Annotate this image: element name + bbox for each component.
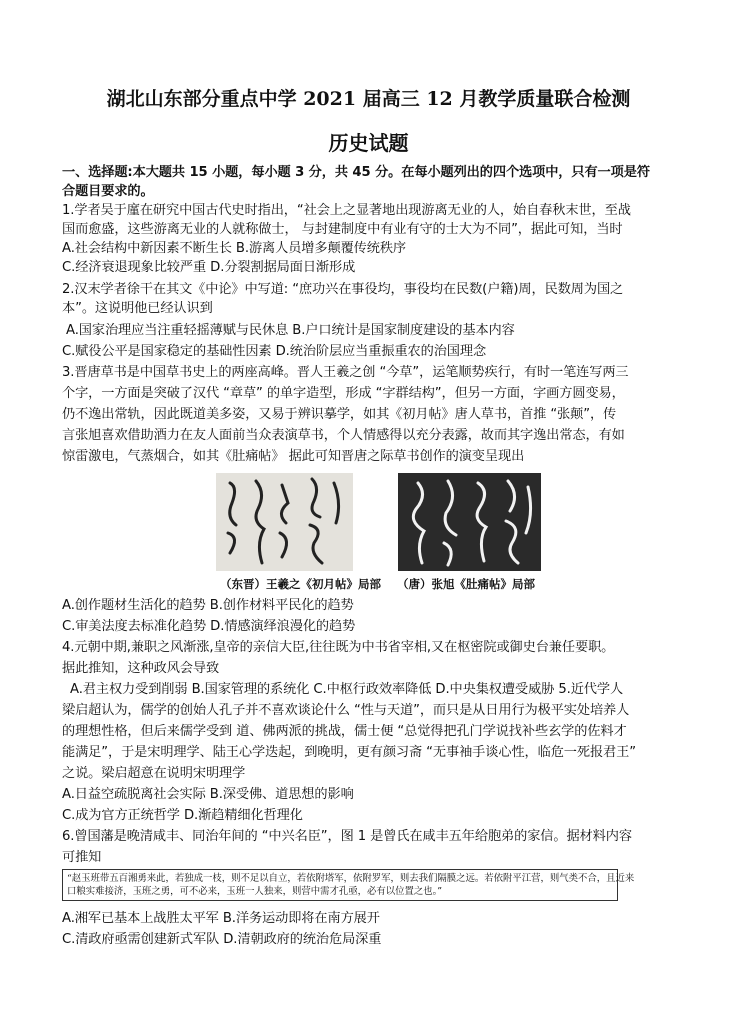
calligraphy-image-dutong — [398, 473, 541, 571]
q3-stem-cont: 仍不逸出常轨，因此既道美多姿，又易于辨识摹学，如其《初月帖》唐人草书，首推 “张颠”，传 — [62, 407, 617, 422]
q2-stem: 2.汉末学者徐干在其文《中论》中写道: “庶功兴在事役均，事役均在民数(户籍)周，民数周为国之 — [62, 282, 624, 297]
q3-stem-cont: 言张旭喜欢借助酒力在友人面前当众表演草书，个人情感得以充分表露，故而其字逸出常态，有如 — [62, 428, 625, 443]
section-heading-cont: 合题目要求的。 — [62, 184, 154, 199]
q5-stem-cont: 之说。梁启超意在说明宋明理学 — [62, 766, 246, 781]
q4-options: A.君主权力受到削弱 B.国家管理的系统化 C.中枢行政效率降低 D.中央集权遭受威胁 5.近代学人 — [70, 682, 624, 697]
exam-title: 湖北山东部分重点中学 2021 届高三 12 月教学质量联合检测 — [106, 88, 631, 110]
q6-material-line: 口粮实难接济，玉班之勇，可不必来，玉班一人独来，则营中需才孔亟，必有以位置之也。” — [67, 886, 443, 897]
q5-stem: 梁启超认为，儒学的创始人孔子并不喜欢谈论什么 “性与天道”，而只是从日用行为极平实处培养人 — [62, 703, 630, 718]
q3-options-ab: A.创作题材生活化的趋势 B.创作材料平民化的趋势 — [62, 598, 354, 613]
exam-subtitle: 历史试题 — [328, 131, 409, 155]
q2-stem-cont: 本”。这说明他已经认识到 — [62, 301, 213, 316]
q3-options-cd: C.审美法度去标准化趋势 D.情感演绎浪漫化的趋势 — [62, 619, 356, 634]
q5-options-cd: C.成为官方正统哲学 D.渐趋精细化哲理化 — [62, 808, 303, 823]
q5-options-ab: A.日益空疏脱离社会实际 B.深受佛、道思想的影响 — [62, 787, 354, 802]
q3-stem: 3.晋唐草书是中国草书史上的两座高峰。晋人王羲之创 “今草”，运笔顺势疾行，有时一笔连写两三 — [62, 365, 629, 380]
q6-material-line: “赵玉班带五百湘勇来此，若独成一枝，则不足以自立，若依附塔军，依附罗军，则去我们隔膜之远。若依附平江营，则气类不合，且近来 — [67, 873, 635, 884]
q6-material-box — [62, 869, 635, 901]
q1-stem-cont: 国而愈盛，这些游离无业的人就称做士， 与封建制度中有业有守的士大为不同”，据此可知，当时 — [62, 222, 623, 237]
q3-stem-cont: 惊雷激电，气蒸烟合，如其《肚痛帖》 据此可知晋唐之际草书创作的演变呈现出 — [62, 449, 525, 464]
q6-stem: 6.曾国藩是晚清咸丰、同治年间的 “中兴名臣”，图 1 是曾氏在咸丰五年给胞弟的家信。据材料内容 — [62, 829, 632, 844]
q1-options-ab: A.社会结构中新因素不断生长 B.游离人员增多颠覆传统秩序 — [62, 241, 407, 256]
figure-caption-chuyue: （东晋）王羲之《初月帖》局部 — [220, 577, 381, 591]
q3-stem-cont: 个字，一方面是突破了汉代 “章草” 的单字造型，形成 “字群结构”，但另一方面，字画方圆变易， — [62, 386, 625, 401]
q4-stem: 4.元朝中期,兼职之风渐涨,皇帝的亲信大臣,往往既为中书省宰相,又在枢密院或御史台兼任要职。 — [62, 640, 615, 655]
q6-stem-cont: 可推知 — [62, 850, 102, 865]
q6-options-ab: A.湘军已基本上战胜太平军 B.洋务运动即将在南方展开 — [62, 911, 380, 926]
q4-stem-cont: 据此推知，这种政风会导致 — [62, 661, 220, 676]
q6-options-cd: C.清政府亟需创建新式军队 D.清朝政府的统治危局深重 — [62, 932, 382, 947]
calligraphy-image-chuyue — [216, 473, 353, 571]
q1-options-cd: C.经济衰退现象比较严重 D.分裂割据局面日渐形成 — [62, 260, 356, 275]
q5-stem-cont: 的理想性格，但后来儒学受到 道、佛两派的挑战，儒士便 “总觉得把孔门学说找补些玄学的佐料才 — [62, 724, 627, 739]
q2-options-ab: A.国家治理应当注重轻摇薄赋与民休息 B.户口统计是国家制度建设的基本内容 — [66, 323, 515, 338]
figure-caption-dutong: （唐）张旭《肚痛帖》局部 — [397, 577, 535, 591]
q5-stem-cont: 能满足”，于是宋明理学、陆王心学迭起，到晚明，更有颜习斋 “无事袖手谈心性，临危一死报君王” — [62, 745, 636, 760]
section-heading: 一、选择题:本大题共 15 小题，每小题 3 分，共 45 分。在每小题列出的四个选项中，只有一项是符 — [62, 165, 650, 180]
q1-stem: 1.学者吴于廑在研究中国古代史时指出，“社会上之显著地出现游离无业的人，始自春秋末世，至战 — [62, 203, 631, 218]
q2-options-cd: C.赋役公平是国家稳定的基础性因素 D.统治阶层应当重振重农的治国理念 — [62, 344, 487, 359]
